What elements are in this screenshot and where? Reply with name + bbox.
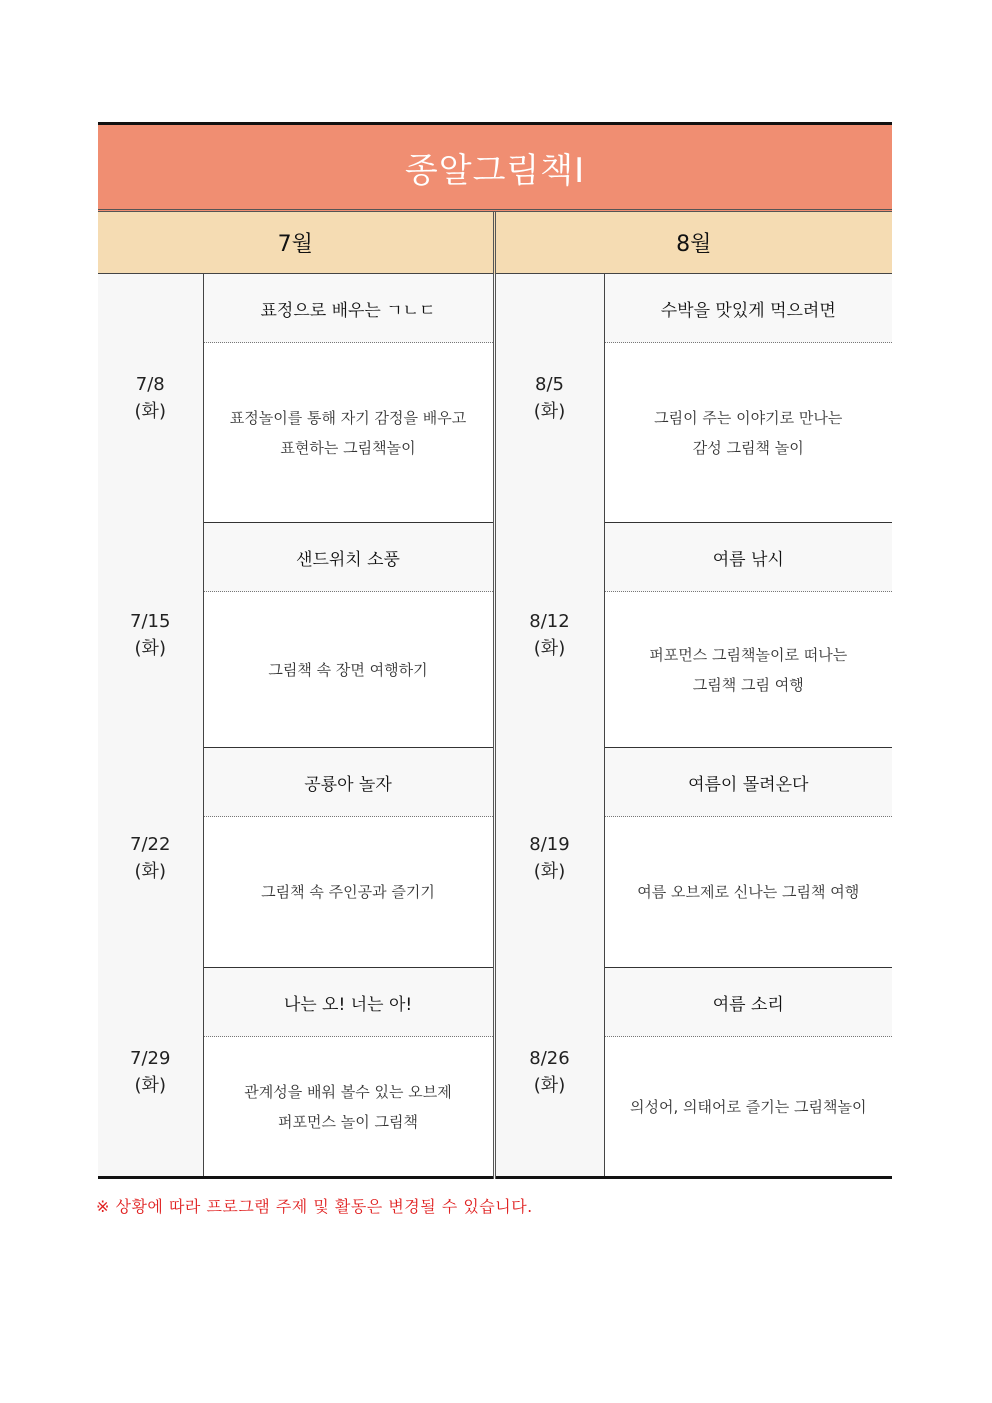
schedule-table <box>98 122 892 1179</box>
month-header-august: 8월 <box>494 211 892 274</box>
desc-july-2: 그림책 속 장면 여행하기 <box>203 592 494 748</box>
date-cell-august-3 <box>494 748 604 968</box>
desc-july-3: 그림책 속 주인공과 즐기기 <box>203 817 494 968</box>
topic-july-4: 나는 오! 너는 아! <box>203 968 494 1037</box>
weekday: (화) <box>533 860 566 882</box>
topic-july-3: 공룡아 놀자 <box>203 748 494 817</box>
topic-august-1: 수박을 맛있게 먹으려면 <box>604 274 892 343</box>
weekday: (화) <box>134 860 166 882</box>
date: 7/15 <box>130 611 171 632</box>
date-cell-july-1 <box>98 274 203 523</box>
date: 8/12 <box>529 611 570 632</box>
date-cell-august-2 <box>494 523 604 748</box>
date: 8/19 <box>529 833 570 855</box>
date-cell-august-4 <box>494 968 604 1178</box>
topic-august-3: 여름이 몰려온다 <box>604 748 892 817</box>
date-cell-july-3 <box>98 748 203 968</box>
topic-july-1: 표정으로 배우는 ㄱㄴㄷ <box>203 274 494 343</box>
topic-august-2: 여름 낚시 <box>604 523 892 592</box>
desc-july-1: 표정놀이를 통해 자기 감정을 배우고 표현하는 그림책놀이 <box>203 343 494 523</box>
date-cell-july-4 <box>98 968 203 1178</box>
weekday: (화) <box>533 1074 566 1096</box>
topic-august-4: 여름 소리 <box>604 968 892 1037</box>
change-notice: ※ 상황에 따라 프로그램 주제 및 활동은 변경될 수 있습니다. <box>96 1197 533 1216</box>
desc-august-3: 여름 오브제로 신나는 그림책 여행 <box>604 817 892 968</box>
desc-august-2: 퍼포먼스 그림책놀이로 떠나는 그림책 그림 여행 <box>604 592 892 748</box>
desc-august-4: 의성어, 의태어로 즐기는 그림책놀이 <box>604 1037 892 1178</box>
weekday: (화) <box>533 638 566 659</box>
date: 7/29 <box>130 1047 171 1069</box>
month-header-july: 7월 <box>98 211 494 274</box>
weekday: (화) <box>533 401 566 423</box>
program-title: 종알그림책Ⅰ <box>98 124 892 211</box>
weekday: (화) <box>134 1074 166 1096</box>
desc-july-4: 관계성을 배워 볼수 있는 오브제 퍼포먼스 놀이 그림책 <box>203 1037 494 1178</box>
date: 7/8 <box>135 374 165 396</box>
date: 8/26 <box>529 1047 570 1069</box>
desc-august-1: 그림이 주는 이야기로 만나는 감성 그림책 놀이 <box>604 343 892 523</box>
date-cell-july-2 <box>98 523 203 748</box>
date: 7/22 <box>130 833 171 855</box>
weekday: (화) <box>134 638 166 659</box>
date-cell-august-1 <box>494 274 604 523</box>
topic-july-2: 샌드위치 소풍 <box>203 523 494 592</box>
weekday: (화) <box>134 401 166 423</box>
date: 8/5 <box>535 374 564 396</box>
